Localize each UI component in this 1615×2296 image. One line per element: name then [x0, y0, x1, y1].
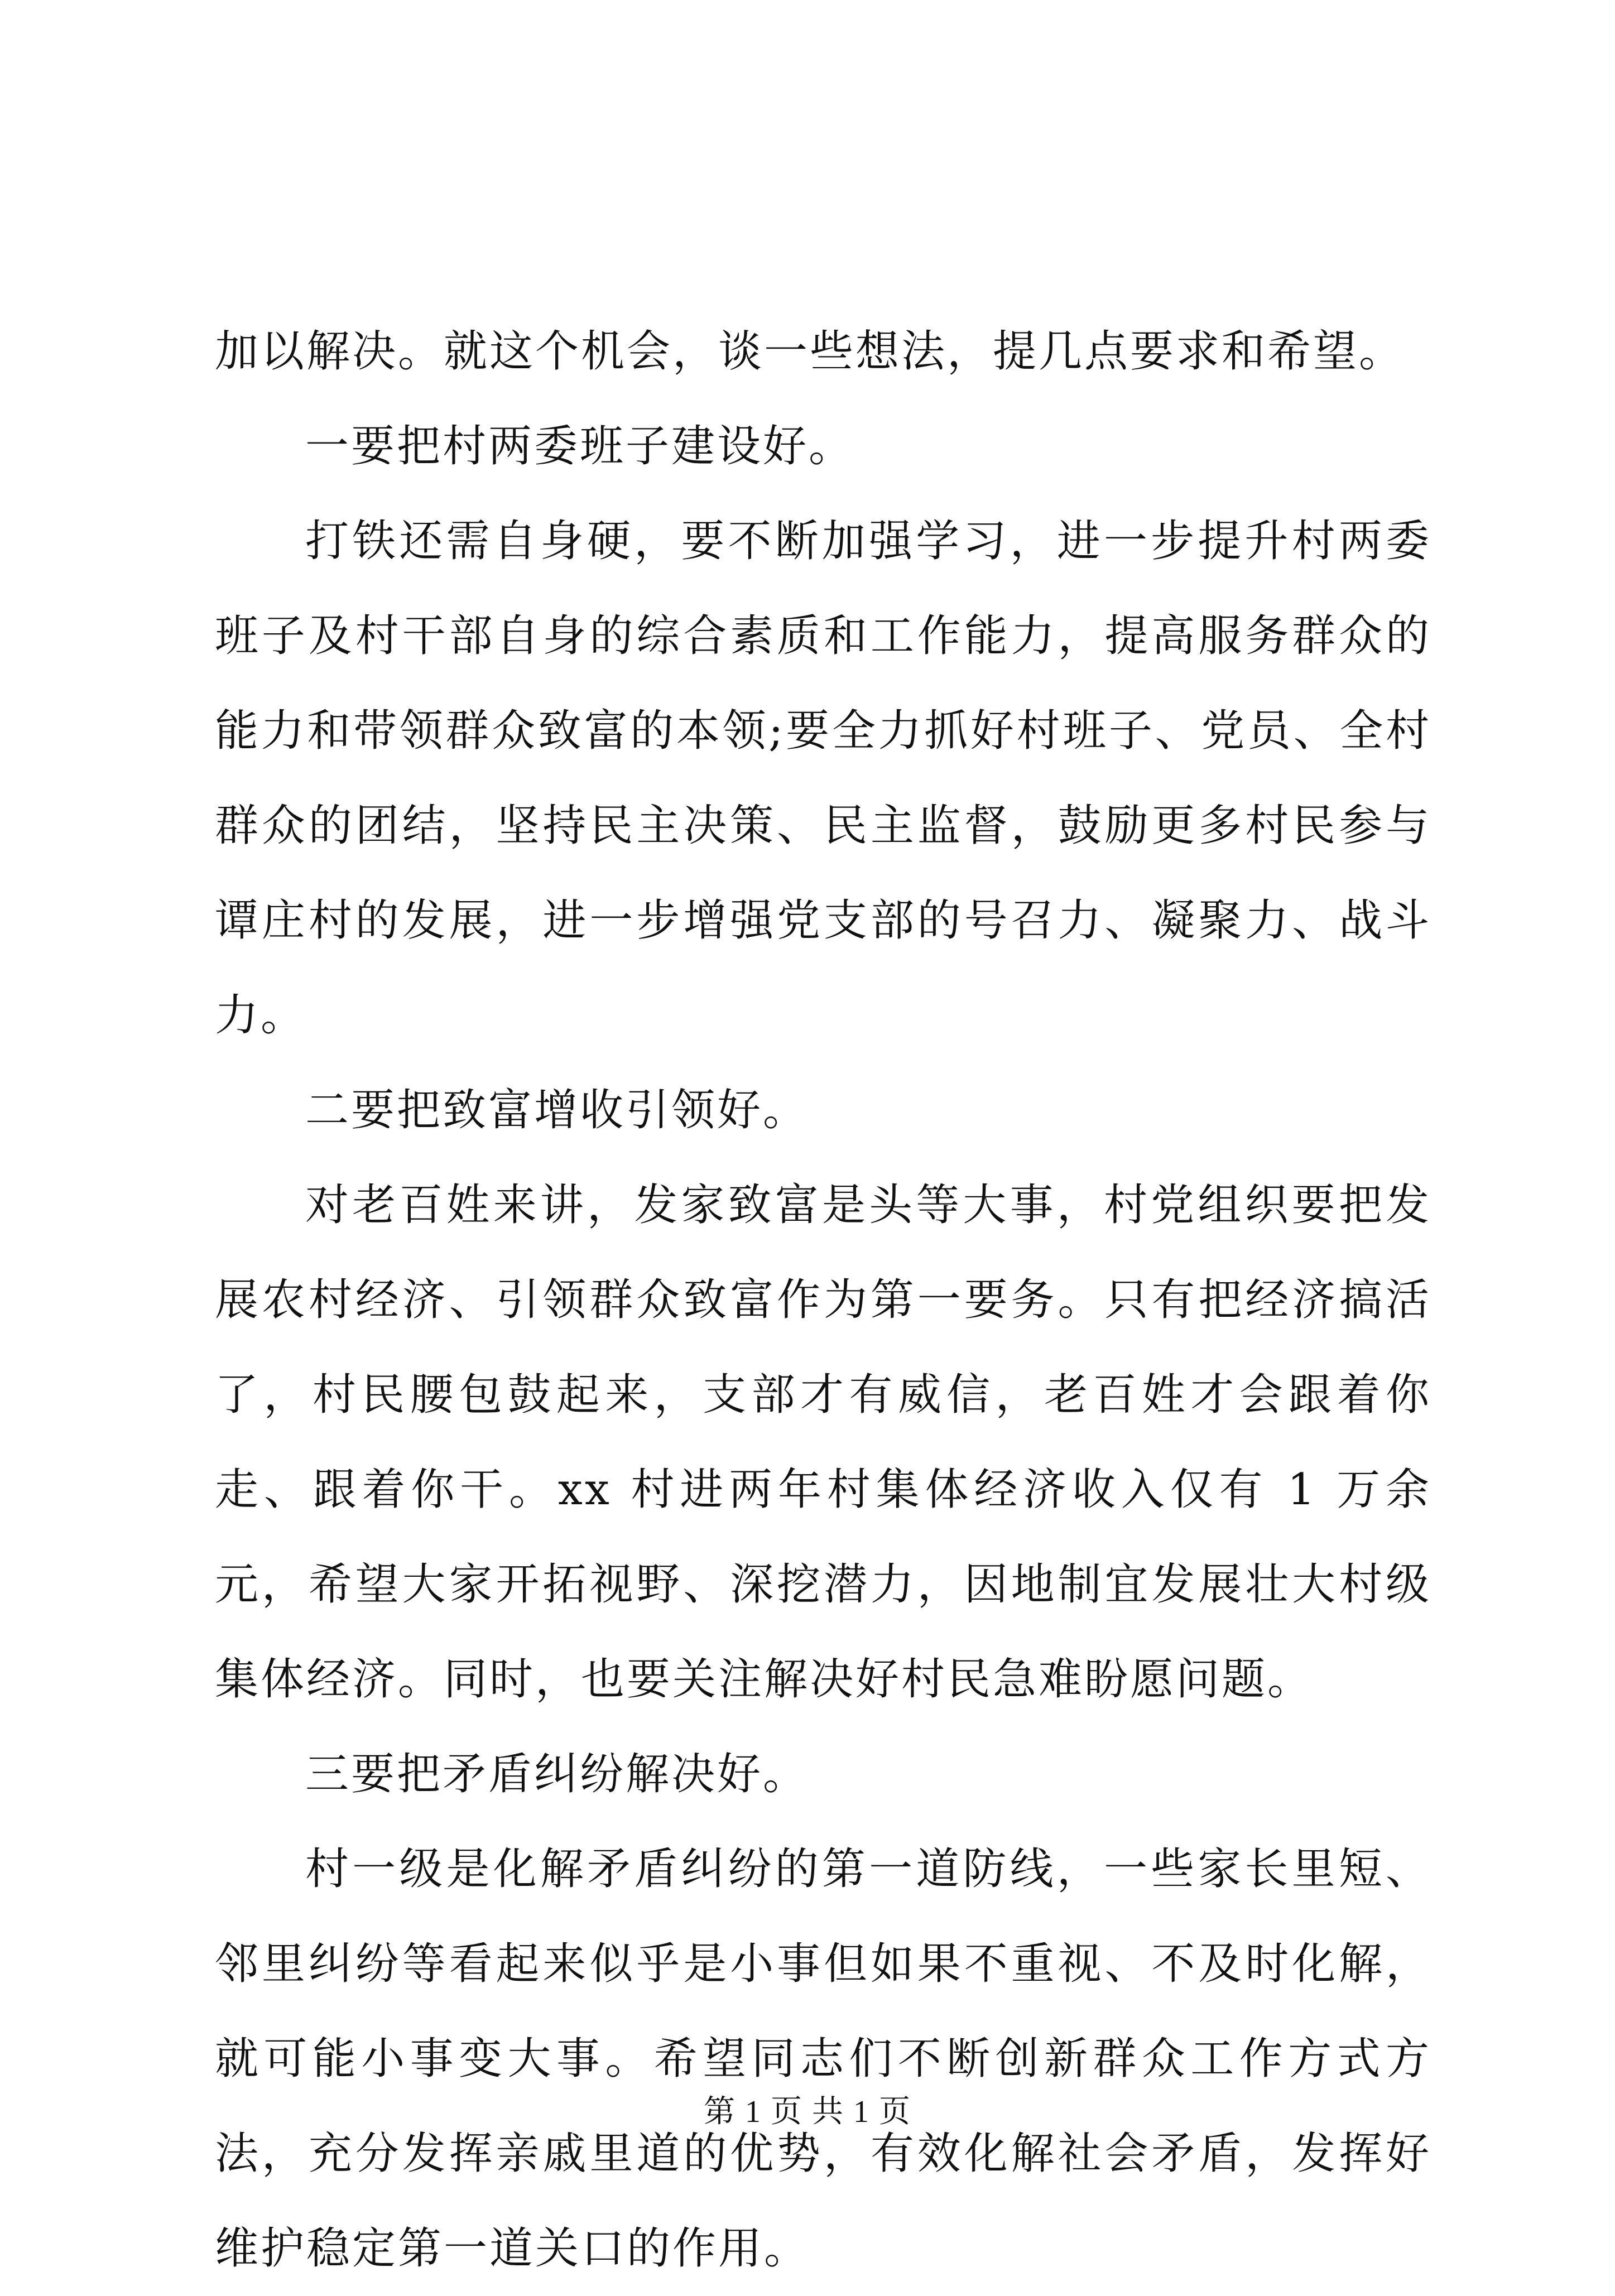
page-footer: 第 1 页 共 1 页	[704, 2095, 911, 2129]
paragraph-section-1: 打铁还需自身硬，要不断加强学习，进一步提升村两委班子及村干部自身的综合素质和工作能力，提高服务群众的能力和带领群众致富的本领;要全力抓好村班子、党员、全村群众的团结，坚持民主决策、民主监督，鼓励更多村民参与谭庄村的发展，进一步增强党支部的号召力、凝聚力、战斗力。	[215, 516, 1431, 1041]
paragraph-section-3: 村一级是化解矛盾纠纷的第一道防线，一些家长里短、邻里纠纷等看起来似乎是小事但如果不重视、不及时化解，就可能小事变大事。希望同志们不断创新群众工作方式方法，充分发挥亲戚里道的优势，有效化解社会矛盾，发挥好维护稳定第一道关口的作用。	[215, 1844, 1431, 2274]
section-heading-1: 一要把村两委班子建设好。	[305, 421, 855, 471]
paragraph-section-2: 对老百姓来讲，发家致富是头等大事，村党组织要把发展农村经济、引领群众致富作为第一要务。只有把经济搞活了，村民腰包鼓起来，支部才有威信，老百姓才会跟着你走、跟着你干。xx 村进两年村集体经济收入仅有 1 万余元，希望大家开拓视野、深挖潜力，因地制宜发展壮大村级集体经济。同时，也要关注解决好村民急难盼愿问题。	[215, 1180, 1431, 1705]
document-body	[215, 304, 1431, 2296]
section-heading-3: 三要把矛盾纠纷解决好。	[305, 1749, 809, 1799]
paragraph-continuation: 加以解决。就这个机会，谈一些想法，提几点要求和希望。	[215, 326, 1405, 377]
section-heading-2: 二要把致富增收引领好。	[305, 1085, 809, 1135]
